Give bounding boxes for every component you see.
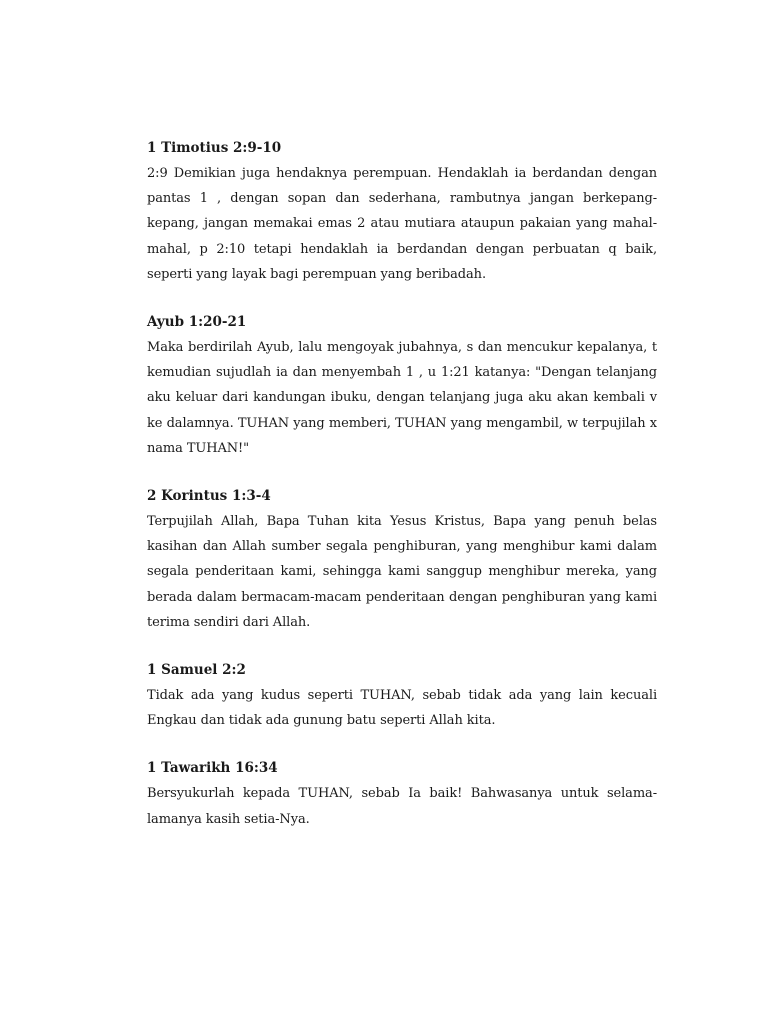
verse-heading: 1 Timotius 2:9-10 [147, 140, 282, 156]
document-page [147, 136, 657, 855]
verse-section-ayub [147, 310, 657, 461]
verse-text: 2:9 Demikian juga hendaknya perempuan. Hendaklah ia berdandan dengan pantas 1 , dengan sopan dan sederhana, rambutnya jangan berkepang-kepang, jangan memakai emas 2 atau mutiara ataupun pakaian yang mahal-mahal, p 2:10 tetapi hendaklah ia berdandan dengan perbuatan q baik, seperti yang layak bagi perempuan yang beribadah. [147, 166, 657, 282]
verse-text: Terpujilah Allah, Bapa Tuhan kita Yesus Kristus, Bapa yang penuh belas kasihan dan Allah sumber segala penghiburan, yang menghibur kami dalam segala penderitaan kami, sehingga kami sanggup menghibur mereka, yang berada dalam bermacam-macam penderitaan dengan penghiburan yang kami terima sendiri dari Allah. [147, 514, 657, 630]
verse-section-1-samuel [147, 658, 657, 733]
verse-heading: 1 Samuel 2:2 [147, 662, 246, 679]
verse-section-1-timotius [147, 136, 657, 287]
verse-text: Tidak ada yang kudus seperti TUHAN, sebab tidak ada yang lain kecuali Engkau dan tidak ada gunung batu seperti Allah kita. [147, 688, 657, 729]
verse-text: Maka berdirilah Ayub, lalu mengoyak jubahnya, s dan mencukur kepalanya, t kemudian sujudlah ia dan menyembah 1 , u 1:21 katanya: "Dengan telanjang aku keluar dari kandungan ibuku, dengan telanjang juga aku akan kembali v ke dalamnya. TUHAN yang memberi, TUHAN yang mengambil, w terpujilah x nama TUHAN!" [147, 340, 657, 456]
verse-heading: 1 Tawarikh 16:34 [147, 760, 278, 777]
verse-section-1-tawarikh [147, 756, 657, 831]
verse-heading: Ayub 1:20-21 [147, 314, 247, 331]
verse-heading: 2 Korintus 1:3-4 [147, 488, 271, 505]
verse-section-2-korintus [147, 484, 657, 635]
verse-text: Bersyukurlah kepada TUHAN, sebab Ia baik! Bahwasanya untuk selama-lamanya kasih setia-Nya. [147, 786, 657, 827]
